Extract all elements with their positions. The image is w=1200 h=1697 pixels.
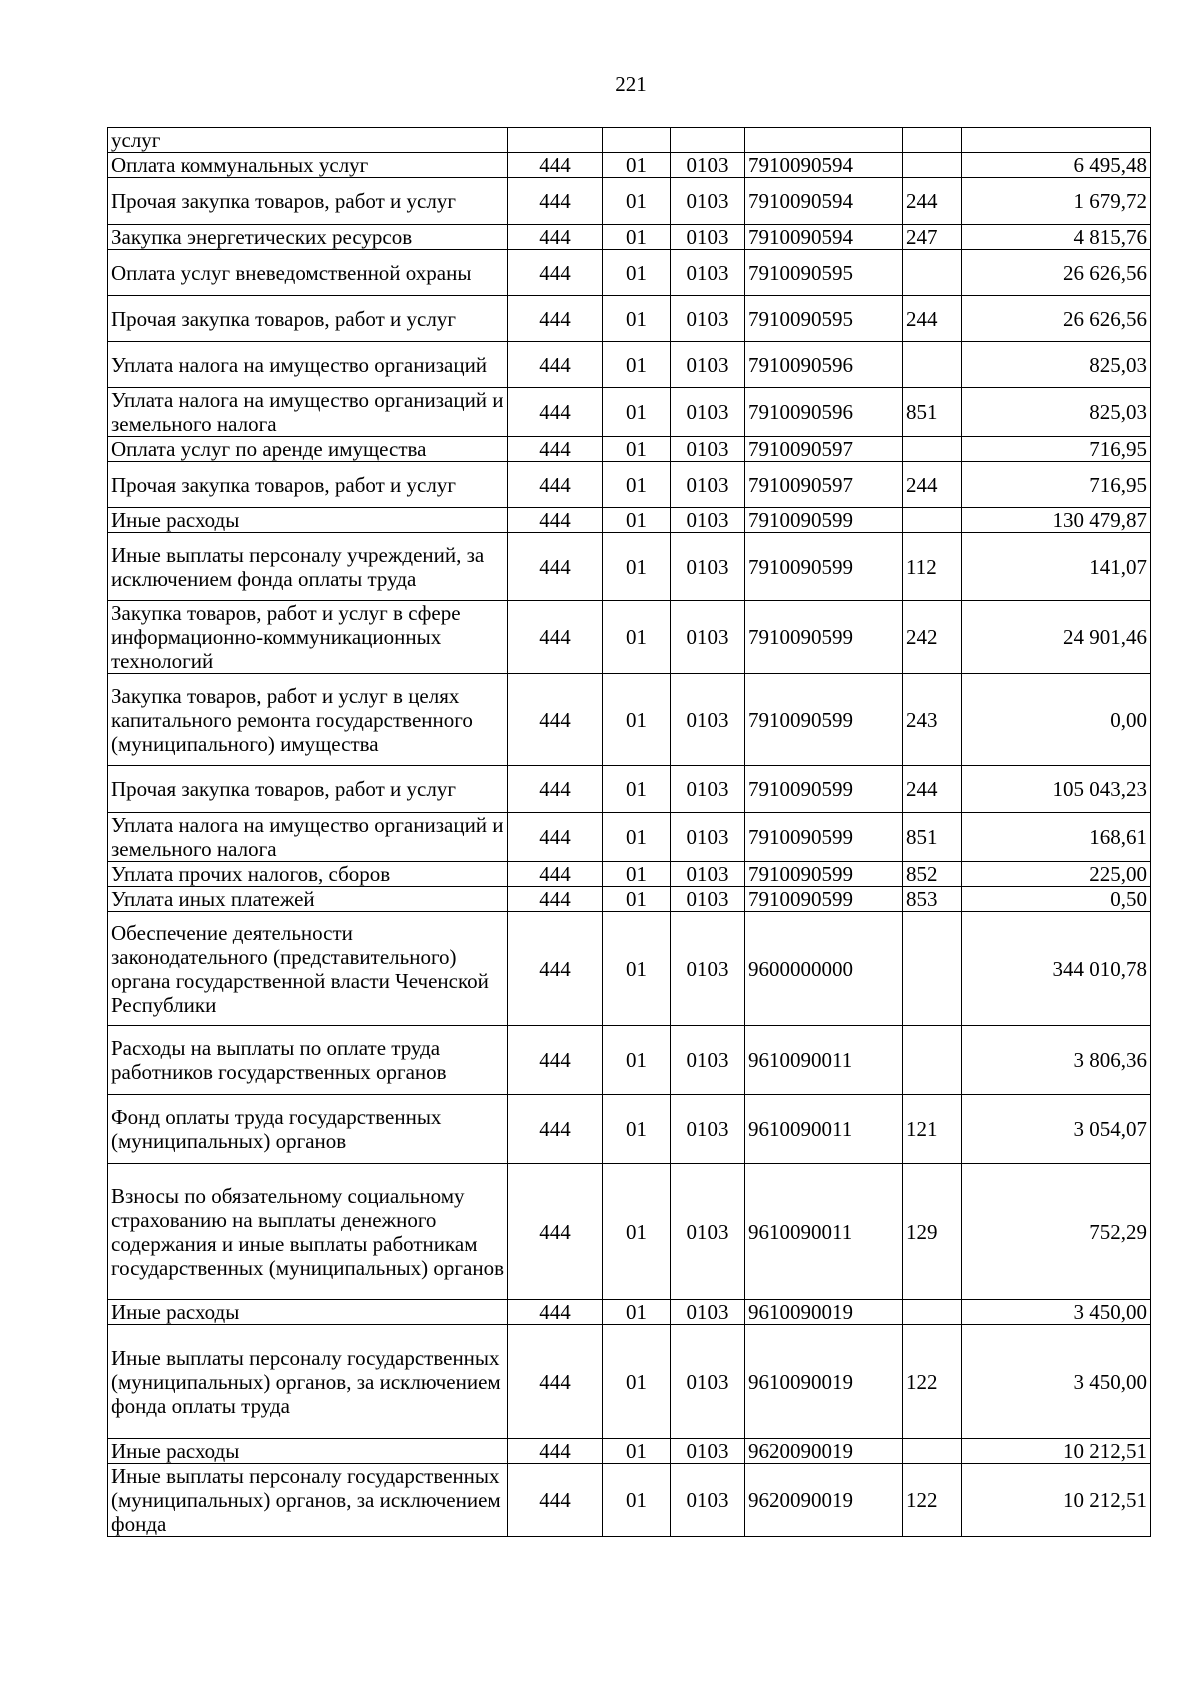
row-rz: 01: [603, 153, 671, 178]
row-ved: 444: [508, 887, 603, 912]
row-pr: 0103: [671, 1439, 745, 1464]
row-name: Оплата коммунальных услуг: [108, 153, 508, 178]
row-pr: 0103: [671, 674, 745, 766]
row-vr: 242: [903, 601, 962, 674]
row-pr: 0103: [671, 250, 745, 296]
row-sum: 825,03: [962, 388, 1151, 437]
row-ved: 444: [508, 225, 603, 250]
row-csr: 9610090019: [745, 1300, 903, 1325]
row-rz: 01: [603, 533, 671, 601]
row-csr: 9610090011: [745, 1164, 903, 1300]
row-ved: 444: [508, 296, 603, 342]
row-sum: 716,95: [962, 462, 1151, 508]
row-ved: 444: [508, 388, 603, 437]
table-row: [108, 601, 1151, 674]
row-name: Закупка энергетических ресурсов: [108, 225, 508, 250]
table-row: [108, 1026, 1151, 1095]
row-ved: 444: [508, 862, 603, 887]
row-name: Прочая закупка товаров, работ и услуг: [108, 462, 508, 508]
row-name: Оплата услуг вневедомственной охраны: [108, 250, 508, 296]
row-rz: 01: [603, 887, 671, 912]
row-vr: 129: [903, 1164, 962, 1300]
row-sum: 6 495,48: [962, 153, 1151, 178]
row-csr: 7910090595: [745, 296, 903, 342]
row-name: Фонд оплаты труда государственных (муниципальных) органов: [108, 1095, 508, 1164]
row-csr: 9610090019: [745, 1325, 903, 1439]
row-csr: 9610090011: [745, 1095, 903, 1164]
row-pr: 0103: [671, 437, 745, 462]
row-pr: 0103: [671, 342, 745, 388]
row-vr: 851: [903, 388, 962, 437]
row-csr: 7910090599: [745, 887, 903, 912]
row-ved: 444: [508, 1300, 603, 1325]
row-csr: 7910090594: [745, 153, 903, 178]
row-rz: 01: [603, 912, 671, 1026]
row-vr: [903, 437, 962, 462]
row-name: Обеспечение деятельности законодательного (представительного) органа государственной власти Чеченской Республики: [108, 912, 508, 1026]
table-row: [108, 462, 1151, 508]
row-name: Закупка товаров, работ и услуг в сфере информационно-коммуникационных технологий: [108, 601, 508, 674]
row-rz: 01: [603, 1164, 671, 1300]
row-sum: 3 806,36: [962, 1026, 1151, 1095]
row-rz: 01: [603, 1439, 671, 1464]
row-vr: [903, 128, 962, 153]
table-row: [108, 862, 1151, 887]
row-pr: 0103: [671, 178, 745, 225]
row-pr: 0103: [671, 508, 745, 533]
row-rz: 01: [603, 178, 671, 225]
row-name: Иные расходы: [108, 1439, 508, 1464]
row-sum: 825,03: [962, 342, 1151, 388]
row-sum: 1 679,72: [962, 178, 1151, 225]
row-vr: 244: [903, 296, 962, 342]
table-row: [108, 250, 1151, 296]
row-csr: 7910090599: [745, 862, 903, 887]
row-ved: 444: [508, 462, 603, 508]
table-row: [108, 813, 1151, 862]
row-vr: [903, 250, 962, 296]
row-sum: 0,50: [962, 887, 1151, 912]
row-csr: 9610090011: [745, 1026, 903, 1095]
row-csr: 7910090596: [745, 388, 903, 437]
row-rz: 01: [603, 862, 671, 887]
row-ved: 444: [508, 1164, 603, 1300]
row-ved: 444: [508, 1095, 603, 1164]
row-rz: 01: [603, 250, 671, 296]
row-ved: 444: [508, 437, 603, 462]
row-csr: 7910090599: [745, 674, 903, 766]
row-ved: 444: [508, 1464, 603, 1537]
row-name: Иные выплаты персоналу учреждений, за исключением фонда оплаты труда: [108, 533, 508, 601]
row-rz: 01: [603, 766, 671, 813]
row-csr: 9620090019: [745, 1439, 903, 1464]
row-csr: 7910090599: [745, 766, 903, 813]
row-csr: 7910090596: [745, 342, 903, 388]
row-sum: 24 901,46: [962, 601, 1151, 674]
row-csr: 7910090594: [745, 225, 903, 250]
row-vr: [903, 153, 962, 178]
row-csr: [745, 128, 903, 153]
row-sum: 10 212,51: [962, 1439, 1151, 1464]
table-row: [108, 128, 1151, 153]
row-sum: 225,00: [962, 862, 1151, 887]
row-ved: 444: [508, 601, 603, 674]
row-vr: [903, 912, 962, 1026]
row-vr: 121: [903, 1095, 962, 1164]
row-csr: 7910090599: [745, 533, 903, 601]
row-vr: 853: [903, 887, 962, 912]
row-ved: 444: [508, 766, 603, 813]
row-pr: 0103: [671, 1325, 745, 1439]
row-rz: 01: [603, 1300, 671, 1325]
row-sum: 716,95: [962, 437, 1151, 462]
row-pr: 0103: [671, 1026, 745, 1095]
table-row: [108, 912, 1151, 1026]
row-pr: 0103: [671, 153, 745, 178]
table-row: [108, 1164, 1151, 1300]
row-sum: 0,00: [962, 674, 1151, 766]
row-ved: 444: [508, 250, 603, 296]
row-ved: 444: [508, 153, 603, 178]
row-name: Прочая закупка товаров, работ и услуг: [108, 178, 508, 225]
row-vr: 244: [903, 178, 962, 225]
row-rz: 01: [603, 601, 671, 674]
table-row: [108, 1095, 1151, 1164]
row-vr: 122: [903, 1325, 962, 1439]
row-csr: 9600000000: [745, 912, 903, 1026]
table-row: [108, 225, 1151, 250]
table-row: [108, 887, 1151, 912]
row-pr: 0103: [671, 1164, 745, 1300]
row-pr: 0103: [671, 601, 745, 674]
table-row: [108, 1300, 1151, 1325]
table-row: [108, 388, 1151, 437]
row-sum: 26 626,56: [962, 296, 1151, 342]
row-ved: 444: [508, 1325, 603, 1439]
row-pr: 0103: [671, 887, 745, 912]
row-pr: 0103: [671, 225, 745, 250]
row-name: Взносы по обязательному социальному страхованию на выплаты денежного содержания и иные выплаты работникам государственных (муниципальных) органов: [108, 1164, 508, 1300]
row-ved: 444: [508, 178, 603, 225]
row-rz: 01: [603, 508, 671, 533]
row-csr: 7910090597: [745, 437, 903, 462]
row-rz: 01: [603, 342, 671, 388]
row-pr: 0103: [671, 1300, 745, 1325]
table-row: [108, 296, 1151, 342]
row-ved: 444: [508, 1439, 603, 1464]
row-rz: 01: [603, 225, 671, 250]
table-row: [108, 674, 1151, 766]
row-rz: [603, 128, 671, 153]
row-vr: 244: [903, 766, 962, 813]
row-rz: 01: [603, 462, 671, 508]
row-csr: 7910090597: [745, 462, 903, 508]
row-sum: 105 043,23: [962, 766, 1151, 813]
table-row: [108, 178, 1151, 225]
budget-table: [107, 127, 1151, 1537]
table-row: [108, 766, 1151, 813]
row-pr: 0103: [671, 862, 745, 887]
row-csr: 7910090594: [745, 178, 903, 225]
row-vr: 247: [903, 225, 962, 250]
row-vr: 852: [903, 862, 962, 887]
row-vr: [903, 508, 962, 533]
row-name: Прочая закупка товаров, работ и услуг: [108, 766, 508, 813]
row-ved: 444: [508, 813, 603, 862]
row-name: Прочая закупка товаров, работ и услуг: [108, 296, 508, 342]
page-number: 221: [615, 72, 647, 96]
row-csr: 7910090599: [745, 813, 903, 862]
row-vr: [903, 1300, 962, 1325]
row-sum: 141,07: [962, 533, 1151, 601]
row-ved: 444: [508, 912, 603, 1026]
row-pr: 0103: [671, 533, 745, 601]
row-pr: 0103: [671, 296, 745, 342]
row-pr: [671, 128, 745, 153]
row-sum: [962, 128, 1151, 153]
table-row: [108, 508, 1151, 533]
table-body: [108, 128, 1151, 1537]
row-sum: 3 450,00: [962, 1300, 1151, 1325]
row-name: Оплата услуг по аренде имущества: [108, 437, 508, 462]
row-ved: 444: [508, 508, 603, 533]
row-sum: 752,29: [962, 1164, 1151, 1300]
row-csr: 7910090599: [745, 601, 903, 674]
row-csr: 7910090595: [745, 250, 903, 296]
row-sum: 168,61: [962, 813, 1151, 862]
row-ved: 444: [508, 674, 603, 766]
row-ved: 444: [508, 1026, 603, 1095]
row-rz: 01: [603, 1325, 671, 1439]
row-name: Уплата налога на имущество организаций и земельного налога: [108, 388, 508, 437]
row-vr: 851: [903, 813, 962, 862]
row-pr: 0103: [671, 912, 745, 1026]
row-ved: [508, 128, 603, 153]
table-row: [108, 437, 1151, 462]
row-vr: 112: [903, 533, 962, 601]
row-ved: 444: [508, 533, 603, 601]
row-name: Уплата прочих налогов, сборов: [108, 862, 508, 887]
row-name: Иные выплаты персоналу государственных (муниципальных) органов, за исключением фонда: [108, 1464, 508, 1537]
row-vr: 243: [903, 674, 962, 766]
table-row: [108, 533, 1151, 601]
row-sum: 344 010,78: [962, 912, 1151, 1026]
row-vr: [903, 342, 962, 388]
row-rz: 01: [603, 388, 671, 437]
row-name: Уплата иных платежей: [108, 887, 508, 912]
row-name: Иные расходы: [108, 1300, 508, 1325]
row-rz: 01: [603, 674, 671, 766]
row-sum: 26 626,56: [962, 250, 1151, 296]
row-name: Иные расходы: [108, 508, 508, 533]
row-vr: [903, 1439, 962, 1464]
table-row: [108, 1325, 1151, 1439]
row-sum: 4 815,76: [962, 225, 1151, 250]
row-sum: 10 212,51: [962, 1464, 1151, 1537]
table-row: [108, 1464, 1151, 1537]
row-sum: 130 479,87: [962, 508, 1151, 533]
row-pr: 0103: [671, 462, 745, 508]
row-name: Расходы на выплаты по оплате труда работников государственных органов: [108, 1026, 508, 1095]
row-rz: 01: [603, 813, 671, 862]
row-pr: 0103: [671, 1095, 745, 1164]
row-rz: 01: [603, 437, 671, 462]
table-row: [108, 153, 1151, 178]
row-sum: 3 054,07: [962, 1095, 1151, 1164]
row-name: Иные выплаты персоналу государственных (муниципальных) органов, за исключением фонда оплаты труда: [108, 1325, 508, 1439]
table-row: [108, 342, 1151, 388]
row-pr: 0103: [671, 813, 745, 862]
row-csr: 7910090599: [745, 508, 903, 533]
row-name: Уплата налога на имущество организаций: [108, 342, 508, 388]
row-pr: 0103: [671, 1464, 745, 1537]
row-pr: 0103: [671, 388, 745, 437]
row-vr: 244: [903, 462, 962, 508]
row-csr: 9620090019: [745, 1464, 903, 1537]
row-vr: 122: [903, 1464, 962, 1537]
row-name: услуг: [108, 128, 508, 153]
row-rz: 01: [603, 1464, 671, 1537]
row-rz: 01: [603, 296, 671, 342]
row-name: Закупка товаров, работ и услуг в целях капитального ремонта государственного (муниципального) имущества: [108, 674, 508, 766]
table-row: [108, 1439, 1151, 1464]
row-ved: 444: [508, 342, 603, 388]
row-name: Уплата налога на имущество организаций и земельного налога: [108, 813, 508, 862]
row-rz: 01: [603, 1026, 671, 1095]
row-vr: [903, 1026, 962, 1095]
row-sum: 3 450,00: [962, 1325, 1151, 1439]
row-rz: 01: [603, 1095, 671, 1164]
row-pr: 0103: [671, 766, 745, 813]
